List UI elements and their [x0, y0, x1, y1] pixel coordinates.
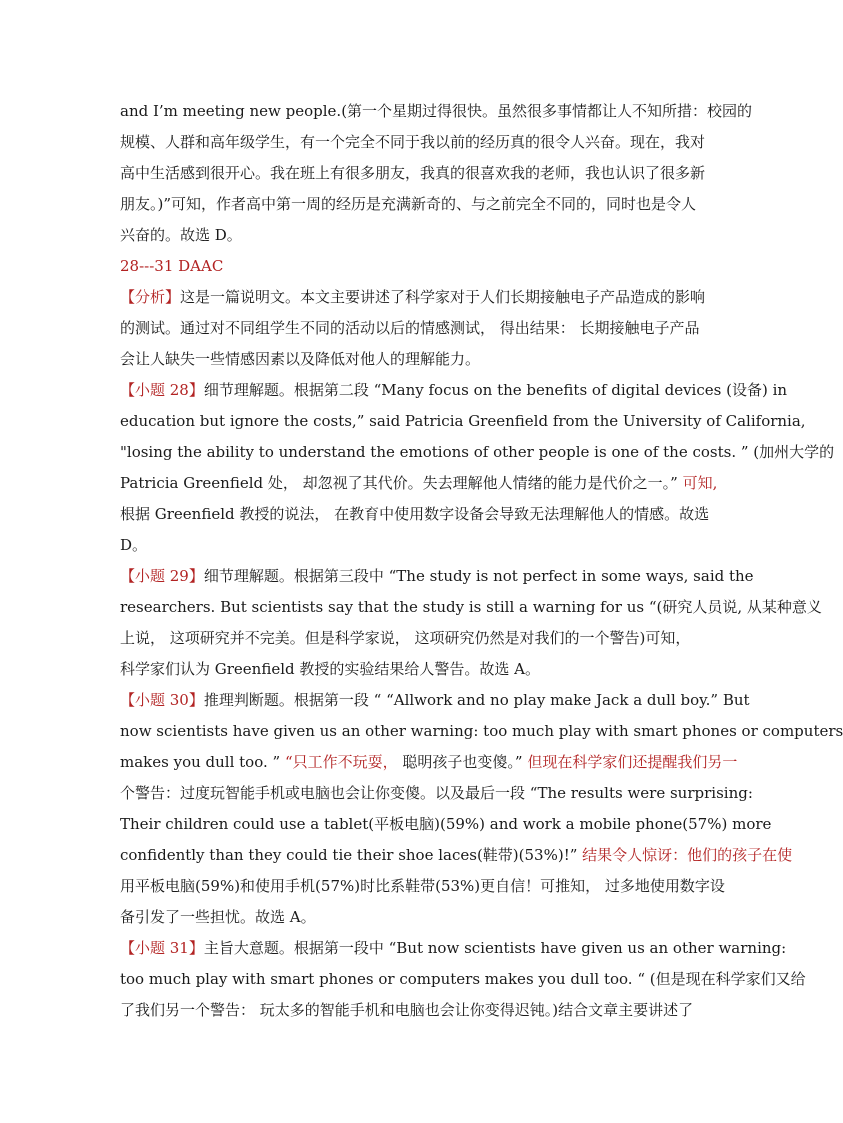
text-line	[120, 225, 680, 245]
body-text: too much play with smart phones or computers makes you dull too. “ (但是现在科学家们又给	[120, 970, 806, 988]
text-line	[120, 287, 706, 307]
text-line	[120, 411, 806, 431]
text-line	[120, 907, 680, 927]
body-text: confidently than they could tie their shoe laces(鞋带)(53%)!”	[120, 846, 583, 864]
text-line	[120, 349, 680, 369]
text-line	[120, 442, 835, 462]
text-line	[120, 721, 843, 741]
text-line	[120, 814, 772, 834]
text-line	[120, 194, 697, 214]
highlighted-text: 【小题 30】	[120, 691, 204, 709]
text-line	[120, 163, 706, 183]
text-line	[120, 876, 725, 896]
body-text: researchers. But scientists say that the study is still a warning for us “(研究人员说, 从某种意义	[120, 598, 822, 616]
text-line	[120, 628, 691, 648]
body-text: 会让人缺失一些情感因素以及降低对他人的理解能力。	[120, 350, 481, 368]
text-line	[120, 845, 793, 865]
text-line	[120, 535, 680, 555]
body-text: and I’m meeting new people.(第一个星期过得很快。虽然很多事情都让人不知所措：校园的	[120, 102, 753, 120]
text-line	[120, 380, 788, 400]
text-line	[120, 1000, 694, 1020]
body-text: 备引发了一些担忧。故选 A。	[120, 908, 316, 926]
text-line	[120, 132, 706, 152]
text-line	[120, 690, 750, 710]
body-text: 上说， 这项研究并不完美。但是科学家说， 这项研究仍然是对我们的一个警告)可知，	[120, 629, 691, 647]
body-text: makes you dull too. ”	[120, 753, 285, 771]
body-text: D。	[120, 536, 148, 554]
body-text: 推理判断题。根据第一段 “ “Allwork and no play make Jack a dull boy.” But	[203, 691, 750, 709]
highlighted-text: “只工作不玩耍，	[284, 753, 398, 771]
body-text: Patricia Greenfield 处， 却忽视了其代价。失去理解他人情绪的能力是代价之一。”	[120, 474, 683, 492]
body-text: 规模、人群和高年级学生，有一个完全不同于我以前的经历真的很令人兴奋。现在，我对	[120, 133, 706, 151]
body-text: 科学家们认为 Greenfield 教授的实验结果给人警告。故选 A。	[120, 660, 540, 678]
body-text: 这是一篇说明文。本文主要讲述了科学家对于人们长期接触电子产品造成的影响	[180, 288, 706, 306]
body-text: 了我们另一个警告： 玩太多的智能手机和电脑也会让你变得迟钝。)结合文章主要讲述了	[120, 1001, 694, 1019]
highlighted-text: 28---31 DAAC	[120, 257, 224, 275]
text-line	[120, 938, 787, 958]
body-text: education but ignore the costs,” said Patricia Greenfield from the University of California,	[120, 412, 806, 430]
highlighted-text: 可知,	[682, 474, 718, 492]
text-line	[120, 752, 738, 772]
text-line	[120, 969, 806, 989]
body-text: 聪明孩子也变傻。”	[397, 753, 528, 771]
body-text: "losing the ability to understand the emotions of other people is one of the costs. ” (加州大学的	[120, 443, 835, 461]
highlighted-text: 【小题 31】	[120, 939, 204, 957]
body-text: 个警告：过度玩智能手机或电脑也会让你变傻。以及最后一段 “The results were surprising:	[120, 784, 753, 802]
text-line	[120, 473, 718, 493]
body-text: 的测试。通过对不同组学生不同的活动以后的情感测试， 得出结果： 长期接触电子产品	[120, 319, 700, 337]
body-text: 兴奋的。故选 D。	[120, 226, 242, 244]
highlighted-text: 【小题 29】	[120, 567, 204, 585]
text-line	[120, 318, 700, 338]
body-text: 用平板电脑(59%)和使用手机(57%)时比系鞋带(53%)更自信！可推知， 过多地使用数字设	[120, 877, 725, 895]
body-text: 细节理解题。根据第三段中 “The study is not perfect in some ways, said the	[203, 567, 754, 585]
text-line	[120, 504, 710, 524]
text-line	[120, 783, 753, 803]
text-line	[120, 659, 680, 679]
text-line	[120, 566, 754, 586]
highlighted-text: 但现在科学家们还提醒我们另一	[527, 753, 738, 771]
text-line	[120, 597, 822, 617]
body-text: 主旨大意题。根据第一段中 “But now scientists have given us an other warning:	[203, 939, 787, 957]
text-line	[120, 256, 680, 276]
body-text: 根据 Greenfield 教授的说法， 在教育中使用数字设备会导致无法理解他人的情感。故选	[120, 505, 710, 523]
body-text: Their children could use a tablet(平板电脑)(59%) and work a mobile phone(57%) more	[120, 815, 772, 833]
highlighted-text: 结果令人惊讶：他们的孩子在使	[582, 846, 793, 864]
highlighted-text: 【分析】	[120, 288, 181, 306]
body-text: 朋友。)”可知，作者高中第一周的经历是充满新奇的、与之前完全不同的，同时也是令人	[120, 195, 697, 213]
body-text: now scientists have given us an other warning: too much play with smart phones or computers	[120, 722, 843, 740]
highlighted-text: 【小题 28】	[120, 381, 204, 399]
body-text: 细节理解题。根据第二段 “Many focus on the benefits of digital devices (设备) in	[203, 381, 788, 399]
text-line	[120, 101, 753, 121]
body-text: 高中生活感到很开心。我在班上有很多朋友，我真的很喜欢我的老师，我也认识了很多新	[120, 164, 706, 182]
